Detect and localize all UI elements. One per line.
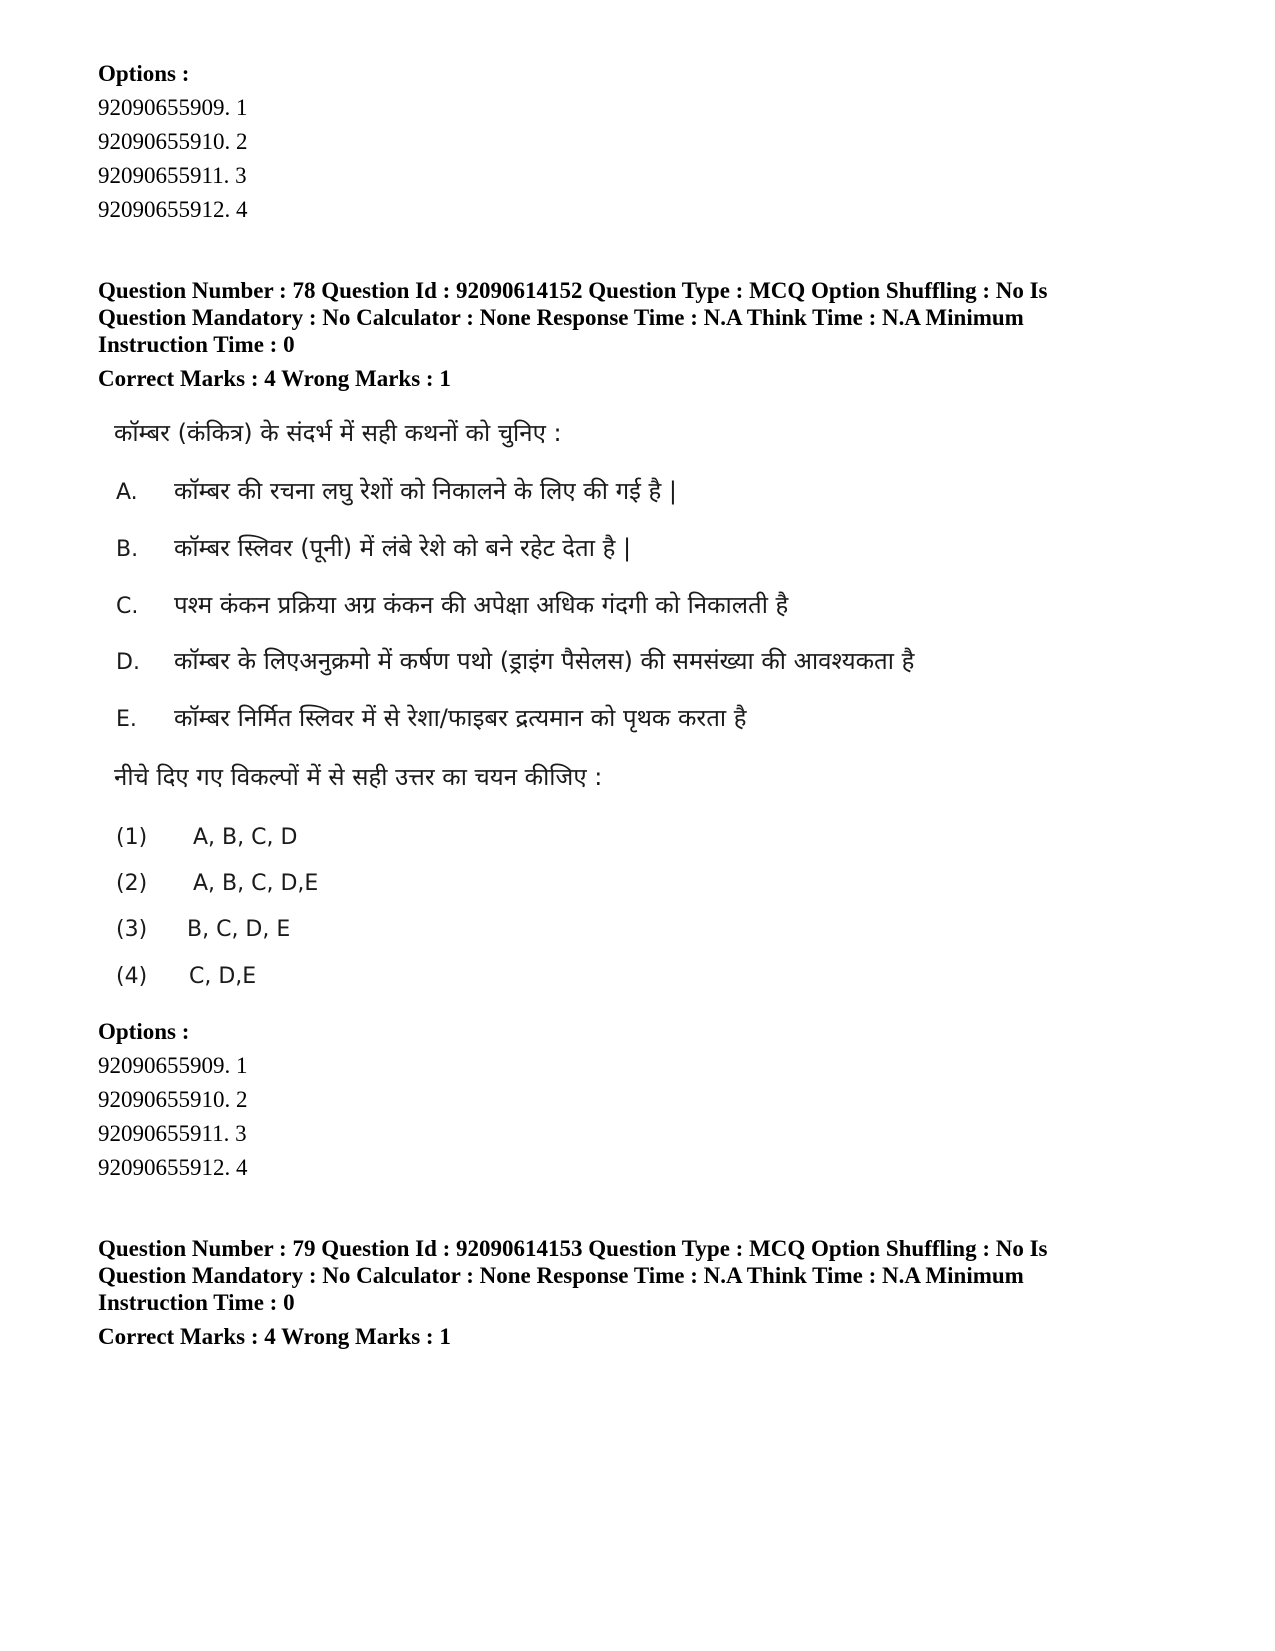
option-item: 92090655910. 2	[98, 1087, 248, 1112]
options-heading: Options :	[98, 61, 190, 86]
option-item: 92090655912. 4	[98, 1155, 248, 1180]
question-meta-line: Question Mandatory : No Calculator : None Response Time : N.A Think Time : N.A Minimum	[98, 305, 1024, 330]
option-item: 92090655910. 2	[98, 129, 248, 154]
choice-number: (1)	[116, 825, 148, 850]
question-meta-line: Instruction Time : 0	[98, 332, 295, 357]
choice-text: C, D,E	[189, 964, 257, 989]
options-heading: Options :	[98, 1019, 190, 1044]
statement-label: A.	[116, 480, 138, 505]
question-meta-line: Question Number : 79 Question Id : 92090614153 Question Type : MCQ Option Shuffling : No Is	[98, 1236, 1048, 1261]
option-item: 92090655911. 3	[98, 1121, 247, 1146]
choice-number: (3)	[116, 917, 148, 942]
question-meta-line: Instruction Time : 0	[98, 1290, 295, 1315]
question-instruction: नीचे दिए गए विकल्पों में से सही उत्तर का चयन कीजिए :	[114, 763, 603, 791]
option-item: 92090655912. 4	[98, 197, 248, 222]
statement-label: D.	[116, 650, 140, 675]
statement-text: कॉम्बर निर्मित स्लिवर में से रेशा/फाइबर द्रत्यमान को पृथक करता है	[174, 704, 747, 732]
choice-number: (2)	[116, 871, 148, 896]
question-marks: Correct Marks : 4 Wrong Marks : 1	[98, 366, 451, 391]
question-meta-line: Question Number : 78 Question Id : 92090614152 Question Type : MCQ Option Shuffling : No Is	[98, 278, 1048, 303]
question-marks: Correct Marks : 4 Wrong Marks : 1	[98, 1324, 451, 1349]
statement-text: कॉम्बर के लिएअनुक्रमो में कर्षण पथो (ड्राइंग पैसेलस) की समसंख्या की आवश्यकता है	[174, 647, 915, 675]
statement-label: E.	[116, 707, 137, 732]
option-item: 92090655911. 3	[98, 163, 247, 188]
statement-label: C.	[116, 594, 139, 619]
choice-number: (4)	[116, 964, 148, 989]
choice-text: B, C, D, E	[187, 917, 291, 942]
statement-text: कॉम्बर स्लिवर (पूनी) में लंबे रेशे को बने रहेट देता है |	[174, 534, 632, 562]
statement-label: B.	[116, 537, 139, 562]
choice-text: A, B, C, D	[193, 825, 298, 850]
choice-text: A, B, C, D,E	[193, 871, 319, 896]
option-item: 92090655909. 1	[98, 95, 248, 120]
option-item: 92090655909. 1	[98, 1053, 248, 1078]
statement-text: कॉम्बर की रचना लघु रेशों को निकालने के लिए की गई है |	[174, 477, 677, 505]
statement-text: पश्म कंकन प्रक्रिया अग्र कंकन की अपेक्षा अधिक गंदगी को निकालती है	[174, 591, 789, 619]
question-prompt: कॉम्बर (कंकित्र) के संदर्भ में सही कथनों को चुनिए :	[114, 419, 562, 447]
question-meta-line: Question Mandatory : No Calculator : None Response Time : N.A Think Time : N.A Minimum	[98, 1263, 1024, 1288]
